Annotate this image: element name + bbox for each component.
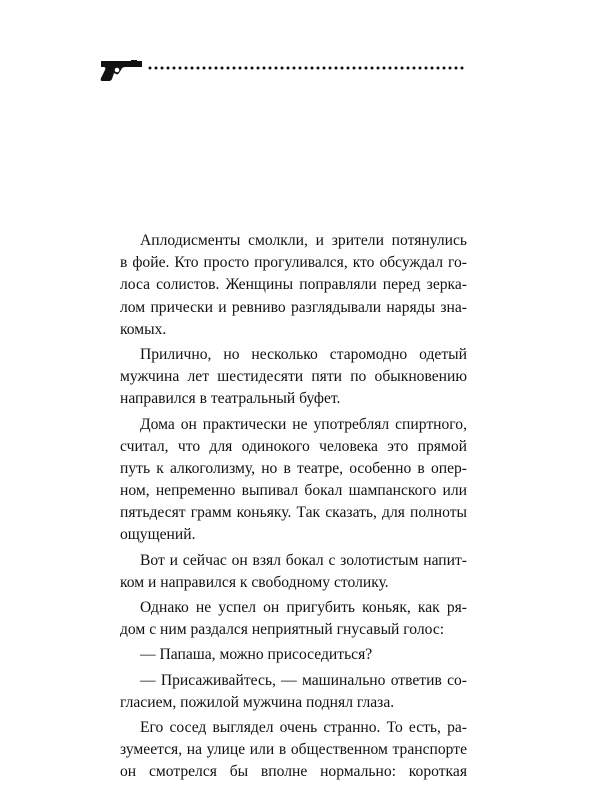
- text-line: лоса солистов. Женщины поправляли перед зерка-: [120, 276, 467, 294]
- text-line: Дома он практически не употреблял спиртного,: [140, 415, 467, 433]
- paragraph: [120, 717, 467, 784]
- text-line: Однако не успел он пригубить коньяк, как ря-: [140, 599, 467, 616]
- text-line: комых.: [120, 320, 167, 338]
- paragraph: [120, 670, 467, 714]
- paragraph: [120, 414, 467, 547]
- text-line: Прилично, но несколько старомодно одетый: [140, 345, 467, 363]
- text-line: лом прически и ревниво разглядывали наряды зна-: [120, 298, 467, 316]
- text-line: Аплодисменты смолкли, и зрители потянулись: [140, 232, 467, 249]
- text-line: Его сосед выглядел очень странно. То есть, ра-: [140, 718, 467, 736]
- dotted-rule: [148, 66, 466, 70]
- paragraph: [120, 550, 467, 594]
- text-line: в фойе. Кто просто прогуливался, кто обсуждал го-: [120, 254, 467, 272]
- text-line: ком и направился к свободному столику.: [120, 573, 389, 591]
- pistol-icon: [99, 58, 143, 82]
- text-line: зумеется, на улице или в общественном транспорте: [120, 741, 467, 759]
- text-line: пятьдесят грамм коньяку. Так сказать, для полноты: [120, 504, 467, 522]
- text-line: гласием, пожилой мужчина поднял глаза.: [120, 693, 395, 711]
- body-text: [120, 230, 467, 787]
- paragraph: [120, 344, 467, 411]
- text-line: направился в театральный буфет.: [120, 390, 341, 408]
- text-line: Вот и сейчас он взял бокал с золотистым напит-: [140, 551, 467, 569]
- text-line: мужчина лет шестидесяти пяти по обыкновению: [120, 368, 467, 386]
- text-line: ощущений.: [120, 526, 196, 544]
- paragraph: [120, 597, 467, 641]
- text-line: ном, непременно выпивал бокал шампанского или: [120, 482, 467, 500]
- text-line: считал, что для одинокого человека это прямой: [120, 437, 467, 455]
- paragraph: [120, 644, 467, 666]
- text-line: дом с ним раздался неприятный гнусавый голос:: [120, 621, 445, 639]
- text-line: — Папаша, можно присоседиться?: [140, 646, 373, 664]
- text-line: — Присаживайтесь, — машинально ответив со-: [140, 671, 467, 689]
- page-header-ornament: [99, 56, 467, 84]
- text-line: путь к алкоголизму, но в театре, особенно в опер-: [120, 459, 467, 477]
- text-line: он смотрелся бы вполне нормально: короткая: [120, 763, 467, 781]
- paragraph: [120, 230, 467, 341]
